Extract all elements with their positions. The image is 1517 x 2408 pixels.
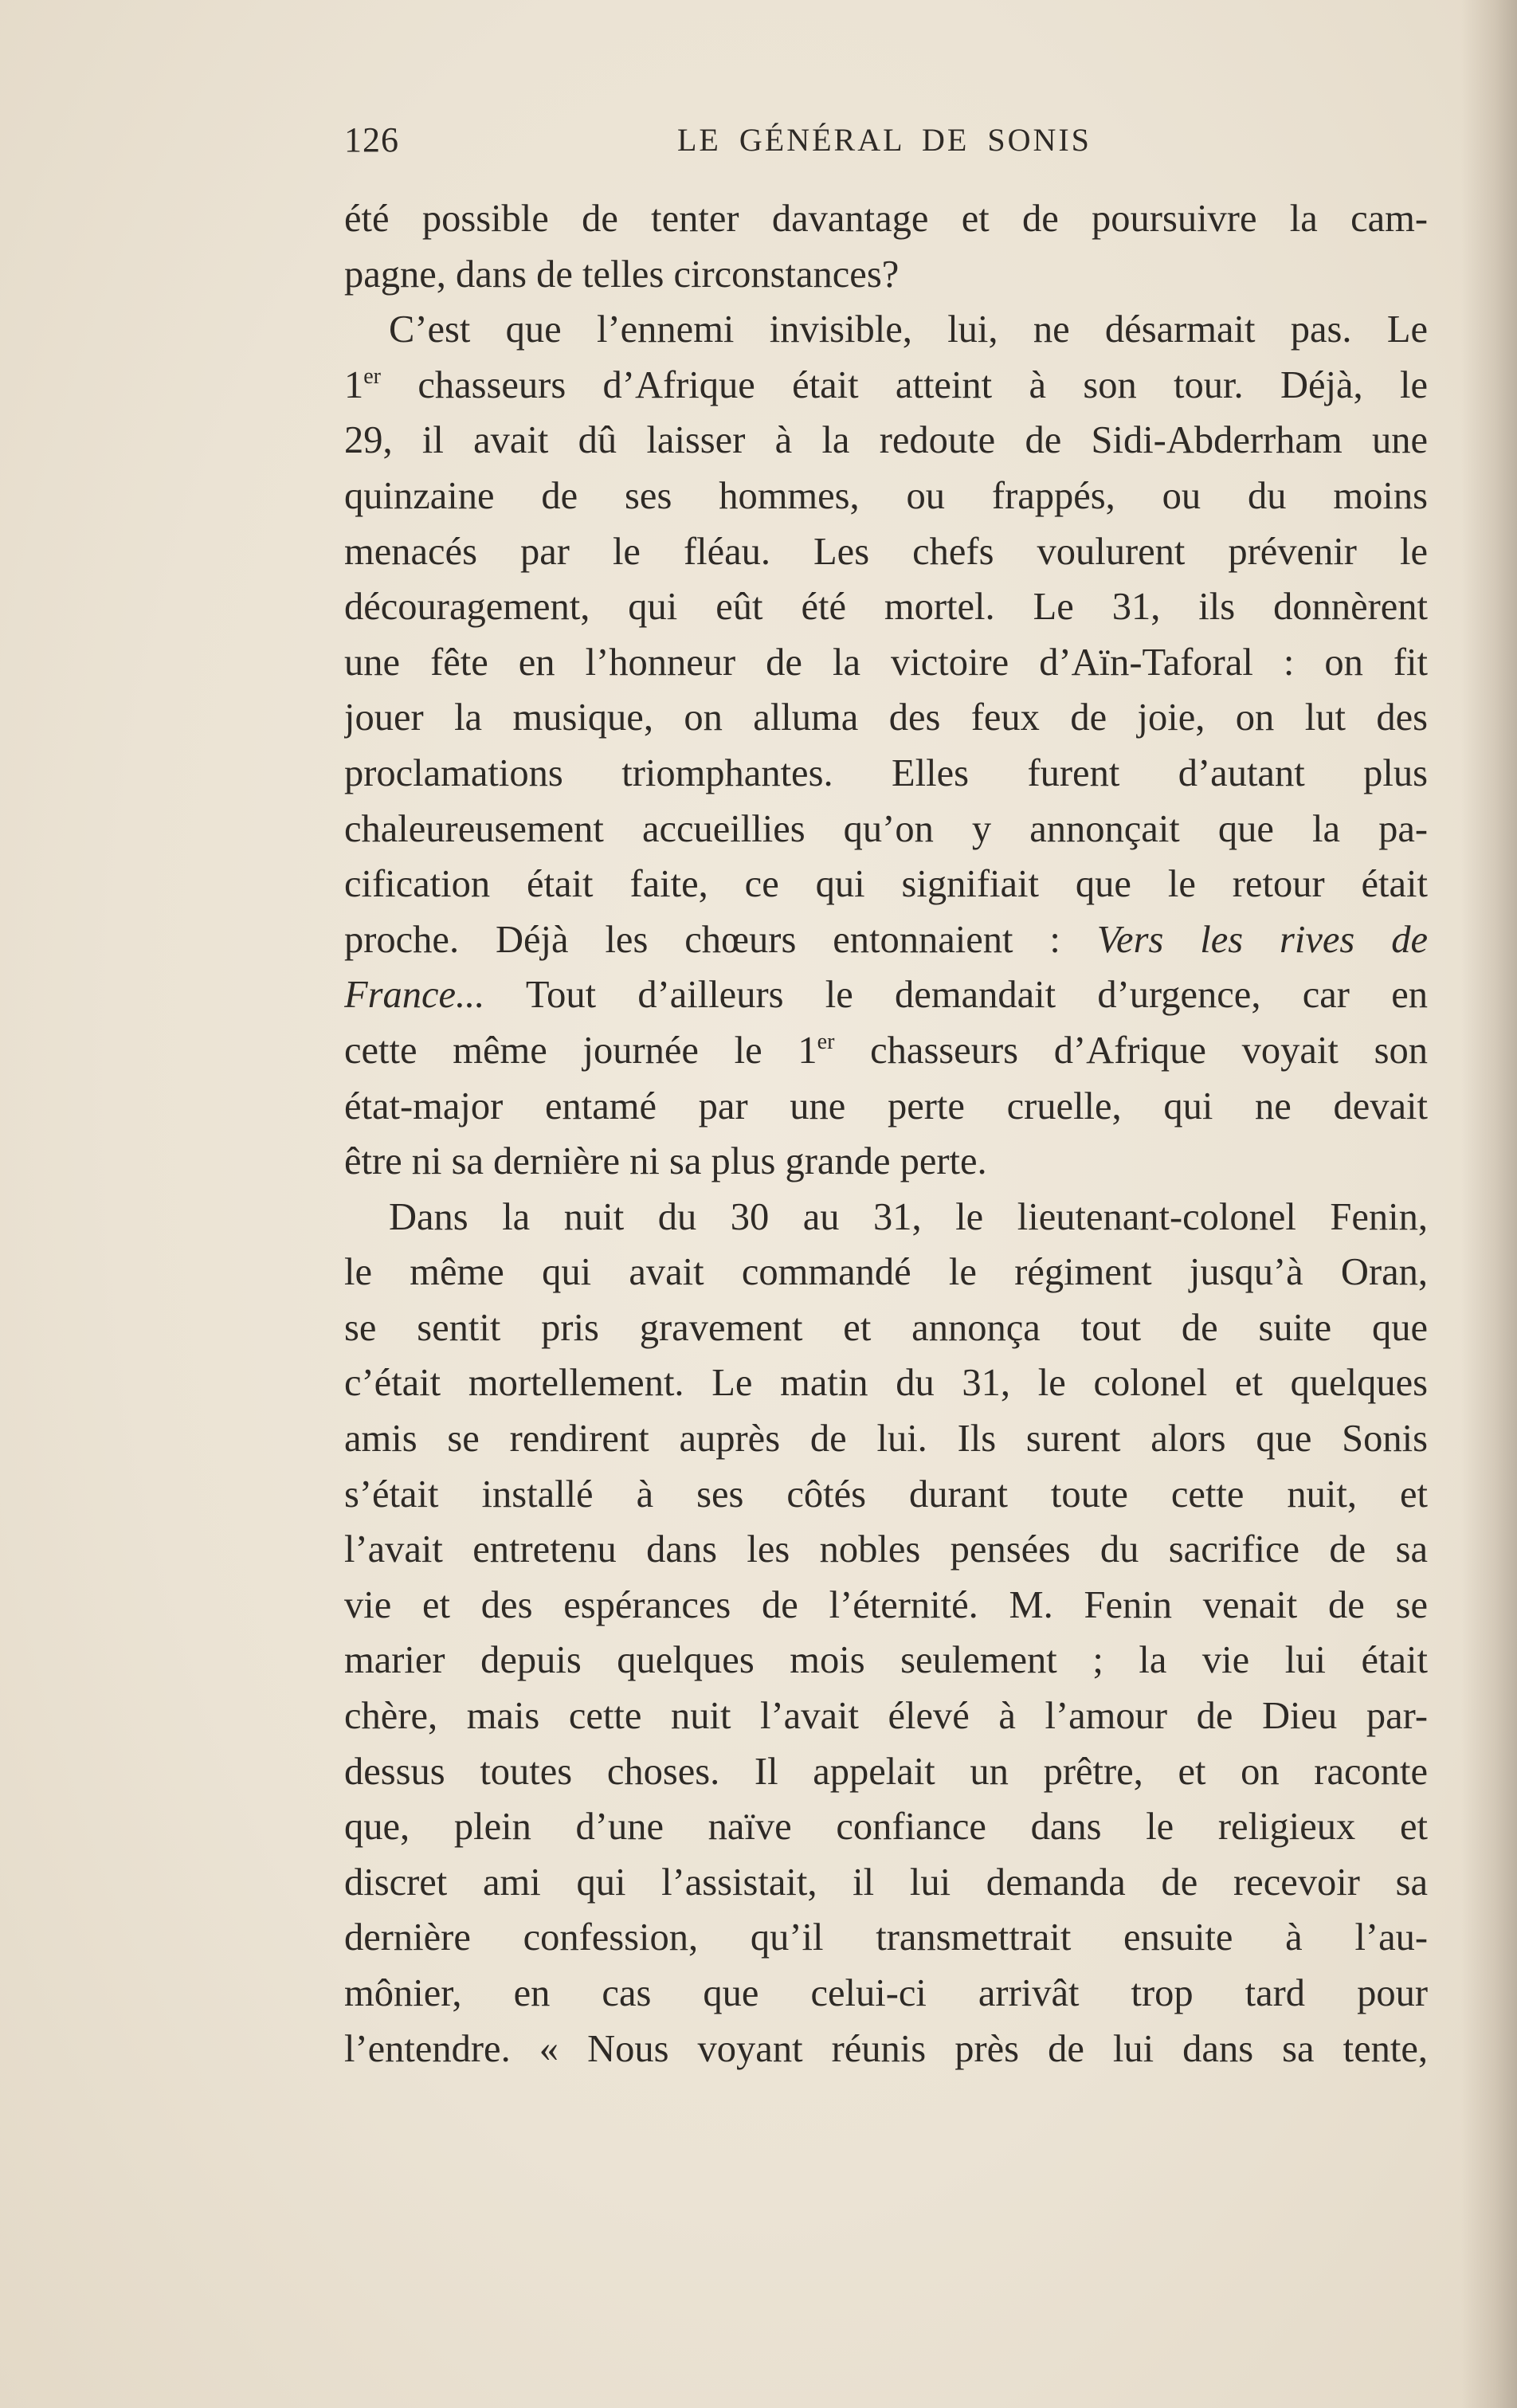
text-line: mônier, en cas que celui-ci arrivât trop tard pour [344, 1972, 1428, 2014]
text-line: C’est que l’ennemi invisible, lui, ne désarmait pas. Le [389, 308, 1428, 351]
text-line [344, 358, 1428, 414]
text-line: Dans la nuit du 30 au 31, le lieutenant-colonel Fenin, [389, 1195, 1428, 1238]
text-line: découragement, qui eût été mortel. Le 31, ils donnèrent [344, 586, 1428, 629]
text-line: cification était faite, ce qui signifiait que le retour était [344, 863, 1428, 906]
page-edge-shadow [1461, 0, 1517, 2408]
text-line: quinzaine de ses hommes, ou frappés, ou du moins [344, 474, 1428, 517]
text-line: pagne, dans de telles circonstances? [344, 253, 900, 296]
text-line: jouer la musique, on alluma des feux de joie, on lut des [344, 696, 1428, 739]
text-line: chère, mais cette nuit l’avait élevé à l’amour de Dieu par- [344, 1695, 1428, 1738]
text-span: proche. Déjà les chœurs entonnaient : [344, 918, 1097, 961]
italic-quote: Vers les rives de [1096, 918, 1428, 961]
text-line: une fête en l’honneur de la victoire d’Aïn-Taforal : on fit [344, 641, 1428, 684]
text-line: le même qui avait commandé le régiment jusqu’à Oran, [344, 1251, 1428, 1294]
text-span: Tout d’ailleurs le demandait d’urgence, car en [484, 974, 1428, 1017]
text-line: s’était installé à ses côtés durant toute cette nuit, et [344, 1473, 1428, 1516]
text-line: état-major entamé par une perte cruelle, qui ne devait [344, 1084, 1428, 1128]
text-line [344, 1023, 1428, 1079]
text-line: que, plein d’une naïve confiance dans le religieux et [344, 1806, 1428, 1849]
text-line: proclamations triomphantes. Elles furent d’autant plus [344, 751, 1428, 794]
text-line [344, 912, 1428, 968]
text-line: dernière confession, qu’il transmettrait ensuite à l’au- [344, 1916, 1428, 1959]
running-title: LE GÉNÉRAL DE SONIS [677, 122, 1092, 158]
page-number: 126 [344, 120, 399, 159]
text-line: discret ami qui l’assistait, il lui demanda de recevoir sa [344, 1861, 1428, 1904]
text-line: c’était mortellement. Le matin du 31, le colonel et quelques [344, 1362, 1428, 1405]
text-line: été possible de tenter davantage et de poursuivre la cam- [344, 198, 1428, 240]
text-line: dessus toutes choses. Il appelait un prêtre, et on raconte [344, 1750, 1428, 1793]
text-line: chaleureusement accueillies qu’on y annonçait que la pa- [344, 807, 1428, 850]
text-line: vie et des espérances de l’éternité. M. Fenin venait de se [344, 1583, 1428, 1626]
ordinal-number: 1 [344, 363, 364, 406]
text-span: chasseurs d’Afrique était atteint à son tour. Déjà, le [381, 363, 1428, 406]
text-line: menacés par le fléau. Les chefs voulurent prévenir le [344, 530, 1428, 573]
text-span: chasseurs d’Afrique voyait son [834, 1029, 1428, 1072]
text-line: amis se rendirent auprès de lui. Ils surent alors que Sonis [344, 1418, 1428, 1461]
italic-quote: France... [344, 974, 485, 1017]
text-line: se sentit pris gravement et annonça tout de suite que [344, 1306, 1428, 1349]
text-span: cette même journée le 1 [344, 1029, 817, 1072]
ordinal-suffix: er [817, 1029, 835, 1054]
text-line: marier depuis quelques mois seulement ; la vie lui était [344, 1639, 1428, 1682]
text-line: être ni sa dernière ni sa plus grande perte. [344, 1140, 987, 1183]
page-header [344, 120, 1428, 167]
text-line: l’avait entretenu dans les nobles pensées du sacrifice de sa [344, 1528, 1428, 1571]
text-line [344, 967, 1428, 1023]
text-line: l’entendre. « Nous voyant réunis près de lui dans sa tente, [344, 2027, 1428, 2070]
text-line: 29, il avait dû laisser à la redoute de Sidi-Abderrham une [344, 419, 1428, 462]
body-text [344, 191, 1428, 2077]
ordinal-suffix: er [363, 363, 382, 389]
